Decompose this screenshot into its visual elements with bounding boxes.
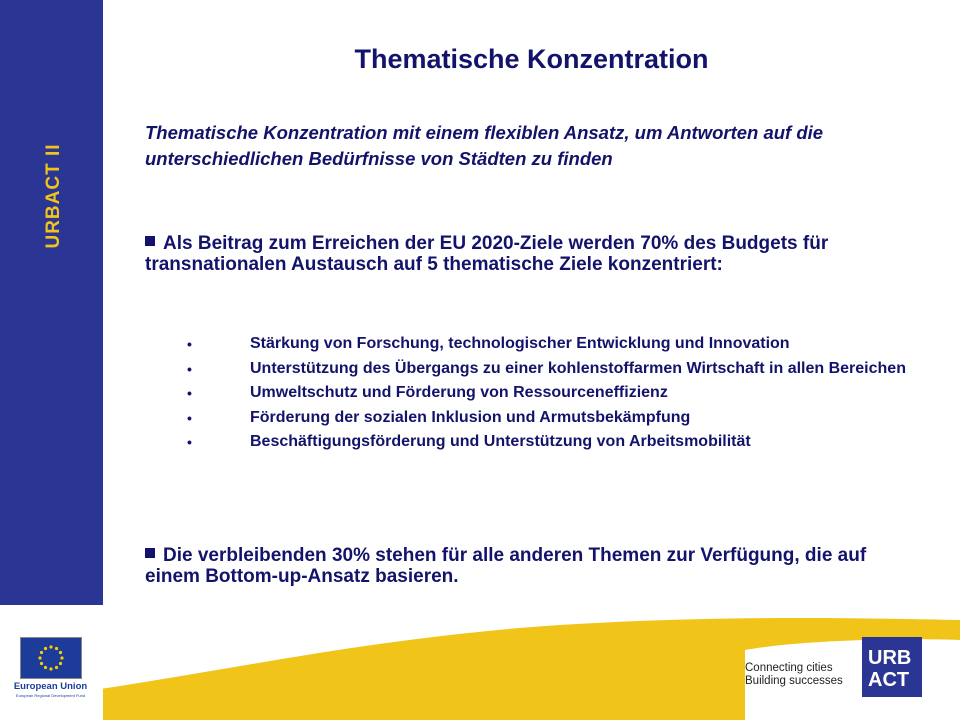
page-title: Thematische Konzentration	[354, 44, 709, 74]
square-bullet-icon	[145, 548, 155, 558]
intro-text: Thematische Konzentration mit einem flexiblen Ansatz, um Antworten auf die unterschiedlichen Bedürfnisse von Städten zu finden	[145, 122, 824, 169]
square-bullet-icon	[145, 236, 155, 246]
eu-label: European Union	[13, 681, 88, 692]
list-item: • Förderung der sozialen Inklusion und Armutsbekämpfung	[187, 406, 927, 431]
dot-bullet-icon: •	[187, 385, 192, 401]
dot-bullet-icon: •	[187, 336, 192, 352]
dot-bullet-icon: •	[187, 409, 192, 426]
main-bullet-2-text: Die verbleibenden 30% stehen für alle anderen Themen zur Verfügung, die auf einem Bottom-up-Ansatz basieren.	[145, 545, 867, 587]
tagline-line2: Building successes	[745, 675, 843, 687]
urbact-logo-line1: URB	[868, 647, 912, 669]
urbact-logo	[862, 637, 922, 697]
eu-flag-icon	[20, 637, 82, 679]
dot-bullet-icon: •	[187, 434, 192, 450]
list-item: • Unterstützung des Übergangs zu einer kohlenstoffarmen Wirtschaft in allen Bereichen	[187, 357, 927, 382]
sidebar-label: URBACT II	[43, 143, 64, 249]
main-bullet-2	[145, 545, 915, 587]
eu-stars-icon	[21, 638, 81, 678]
dot-bullet-icon: •	[187, 360, 192, 377]
tagline-line1: Connecting cities	[745, 662, 833, 674]
thematic-goals-list	[187, 332, 927, 455]
list-item: • Beschäftigungsförderung und Unterstützung von Arbeitsmobilität	[187, 430, 927, 455]
main-bullet-1-text: Als Beitrag zum Erreichen der EU 2020-Ziele werden 70% des Budgets für transnationalen Austausch auf 5 thematische Ziele konzentriert:	[145, 233, 829, 275]
tagline	[745, 662, 857, 688]
main-bullet-1	[145, 233, 915, 275]
urbact-logo-line2: ACT	[868, 669, 910, 691]
eu-sublabel: European Regional Development Fund	[15, 693, 86, 698]
list-item: • Umweltschutz und Förderung von Ressourceneffizienz	[187, 381, 927, 406]
list-item: • Stärkung von Forschung, technologischer Entwicklung und Innovation	[187, 332, 927, 357]
